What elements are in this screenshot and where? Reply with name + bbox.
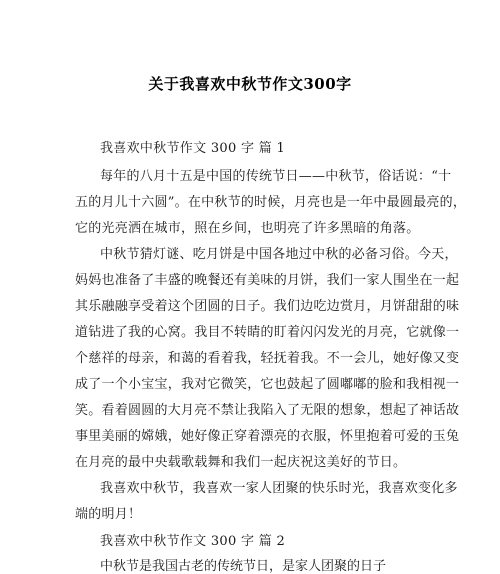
paragraph-line: 我喜欢中秋节，我喜欢一家人团聚的快乐时光，我喜欢变化多 — [100, 481, 458, 496]
paragraph-line: 其乐融融享受着这个团圆的日子。我们边吃边赏月，月饼甜甜的味 — [75, 299, 460, 314]
paragraph-line: 它的光亮洒在城市，照在乡间，也明亮了许多黑暗的角落。 — [75, 221, 420, 236]
paragraph-line: 中秋节猜灯谜、吃月饼是中国各地过中秋的必备习俗。今天， — [100, 247, 458, 262]
paragraph-line: 道钻进了我的心窝。我目不转睛的盯着闪闪发光的月亮，它就像一 — [75, 325, 460, 340]
paragraph-line: 每年的八月十五是中国的传统节日——中秋节，俗话说：“十 — [100, 169, 452, 184]
paragraph-line: 事里美丽的嫦娥，她好像正穿着漂亮的衣服，怀里抱着可爱的玉兔 — [75, 429, 460, 444]
paragraph-line: 成了一个小宝宝，我对它微笑，它也鼓起了圆嘟嘟的脸和我相视一 — [75, 377, 460, 392]
paragraph-line: 笑。看着圆圆的大月亮不禁让我陷入了无限的想象，想起了神话故 — [75, 403, 460, 418]
paragraph-line: 端的明月！ — [75, 507, 142, 522]
essay-1-heading: 我喜欢中秋节作文 300 字 篇 1 — [100, 141, 286, 156]
cut-off-line: 中秋节是我国古老的传统节日，是家人团聚的日子 — [100, 559, 387, 574]
paragraph-line: 个慈祥的母亲，和蔼的看着我，轻抚着我。不一会儿，她好像又变 — [75, 351, 460, 366]
paragraph-line: 妈妈也准备了丰盛的晚餐还有美味的月饼，我们一家人围坐在一起 — [75, 273, 460, 288]
document-title: 关于我喜欢中秋节作文300字 — [148, 75, 352, 93]
paragraph-line: 五的月儿十六圆”。在中秋节的时候，月亮也是一年中最圆最亮的， — [75, 195, 467, 210]
paragraph-line: 在月亮的最中央载歌载舞和我们一起庆祝这美好的节日。 — [75, 455, 407, 470]
essay-2-heading: 我喜欢中秋节作文 300 字 篇 2 — [100, 534, 286, 549]
